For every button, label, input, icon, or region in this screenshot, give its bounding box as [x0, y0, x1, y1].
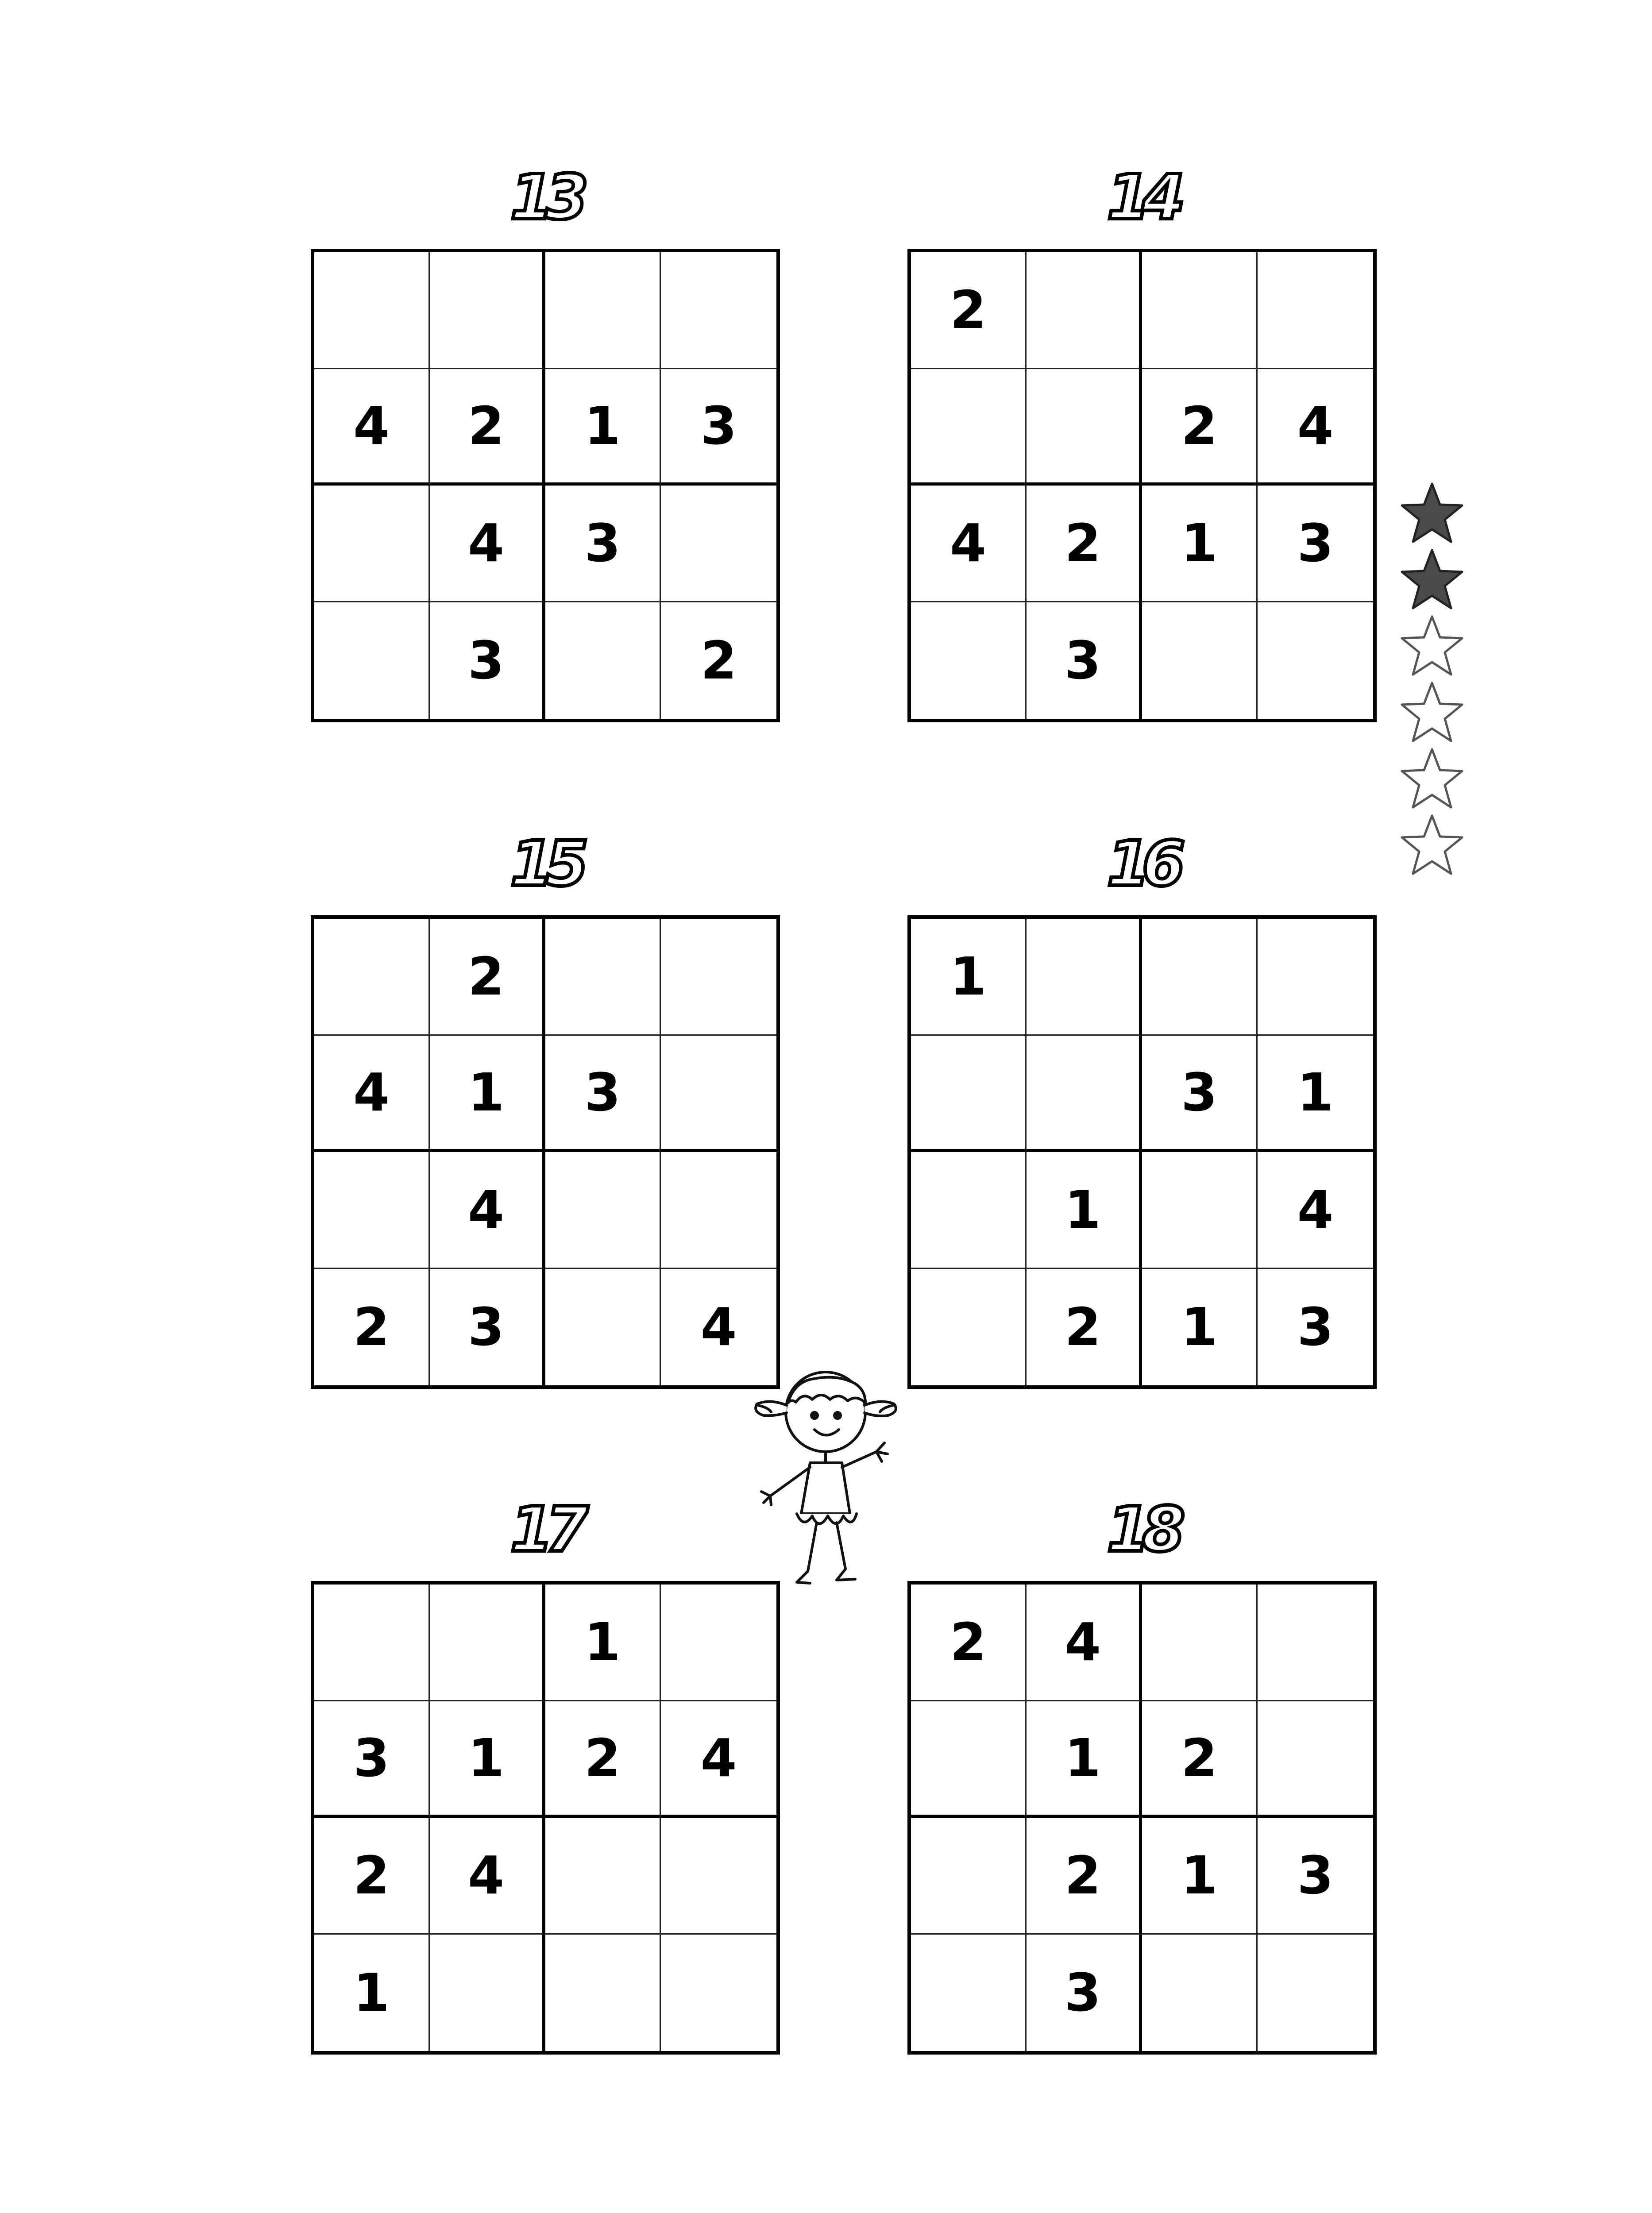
sudoku-cell	[545, 252, 661, 369]
sudoku-cell: 3	[1297, 1296, 1334, 1358]
sudoku-cell: 1	[1142, 486, 1258, 602]
sudoku-cell: 2	[911, 1585, 1027, 1701]
sudoku-cell	[1027, 1036, 1142, 1153]
sudoku-cell	[430, 252, 545, 369]
star-empty-icon	[1399, 679, 1465, 746]
sudoku-grid	[311, 1581, 780, 2055]
sudoku-cell	[430, 1585, 545, 1701]
difficulty-rating	[1399, 480, 1465, 879]
star-empty-icon	[1399, 812, 1465, 879]
sudoku-cell	[1027, 252, 1142, 369]
sudoku-cell: 3	[545, 1036, 661, 1153]
sudoku-cell: 3	[1258, 486, 1373, 602]
sudoku-cell: 2	[545, 1701, 661, 1818]
puzzle-number: 14	[1107, 162, 1177, 234]
sudoku-cell	[661, 1818, 776, 1935]
sudoku-grid	[907, 915, 1377, 1389]
sudoku-cell: 2	[911, 252, 1027, 369]
sudoku-cell: 4	[430, 486, 545, 602]
sudoku-cell	[1142, 1935, 1258, 2051]
sudoku-cell	[314, 602, 430, 719]
star-empty-icon	[1399, 746, 1465, 812]
sudoku-cell	[911, 1701, 1027, 1818]
star-filled-icon	[1399, 547, 1465, 613]
sudoku-cell: 4	[314, 1036, 430, 1153]
sudoku-cell: 4	[700, 1296, 737, 1358]
sudoku-cell: 2	[314, 1269, 430, 1386]
sudoku-cell: 1	[430, 1036, 545, 1153]
sudoku-cell: 4	[1258, 369, 1373, 486]
sudoku-cell	[1142, 252, 1258, 369]
puzzle-number: 13	[510, 162, 581, 234]
sudoku-cell	[661, 486, 776, 602]
sudoku-cell	[430, 1935, 545, 2051]
sudoku-cell	[911, 1036, 1027, 1153]
puzzle-number: 15	[510, 828, 581, 900]
sudoku-cell	[1258, 602, 1373, 719]
sudoku-cell: 2	[430, 919, 545, 1036]
sudoku-cell: 1	[545, 369, 661, 486]
sudoku-cell	[545, 1935, 661, 2051]
sudoku-cell	[545, 919, 661, 1036]
sudoku-cell	[1258, 1701, 1373, 1818]
sudoku-cell	[545, 1818, 661, 1935]
sudoku-cell	[1258, 919, 1373, 1036]
sudoku-cell: 1	[314, 1935, 430, 2051]
sudoku-cell: 1	[1027, 1152, 1142, 1269]
sudoku-cell: 2	[1027, 1269, 1142, 1386]
sudoku-cell: 2	[430, 369, 545, 486]
sudoku-cell: 3	[314, 1701, 430, 1818]
sudoku-cell	[1142, 1585, 1258, 1701]
sudoku-grid	[311, 915, 780, 1389]
sudoku-cell: 1	[1027, 1701, 1142, 1818]
sudoku-cell: 2	[1027, 1818, 1142, 1935]
sudoku-cell: 3	[1142, 1036, 1258, 1153]
sudoku-cell: 4	[661, 1701, 776, 1818]
sudoku-cell: 3	[661, 369, 776, 486]
sudoku-grid	[907, 1581, 1377, 2055]
sudoku-cell: 4	[1258, 1152, 1373, 1269]
stick-figure-girl-icon	[744, 1363, 912, 1607]
sudoku-cell	[314, 919, 430, 1036]
sudoku-cell: 2	[1142, 1701, 1258, 1818]
sudoku-cell: 3	[1027, 1935, 1142, 2051]
sudoku-cell	[1142, 602, 1258, 719]
sudoku-cell	[911, 1935, 1027, 2051]
sudoku-cell	[911, 369, 1027, 486]
puzzle-number: 18	[1107, 1494, 1177, 1566]
sudoku-cell: 1	[911, 919, 1027, 1036]
sudoku-cell: 1	[545, 1585, 661, 1701]
sudoku-cell	[545, 1152, 661, 1269]
sudoku-cell: 4	[314, 369, 430, 486]
sudoku-cell	[314, 486, 430, 602]
sudoku-cell	[911, 1269, 1027, 1386]
sudoku-cell: 1	[1142, 1269, 1258, 1386]
sudoku-cell	[1142, 919, 1258, 1036]
sudoku-cell	[661, 1935, 776, 2051]
sudoku-cell: 2	[700, 630, 737, 691]
sudoku-grid	[311, 249, 780, 722]
puzzle-number: 16	[1107, 828, 1177, 900]
sudoku-cell: 1	[1142, 1818, 1258, 1935]
sudoku-cell	[911, 602, 1027, 719]
sudoku-cell	[661, 1036, 776, 1153]
sudoku-cell	[545, 1269, 661, 1386]
puzzle-number: 17	[510, 1494, 581, 1566]
sudoku-cell: 1	[430, 1701, 545, 1818]
sudoku-cell: 2	[1027, 486, 1142, 602]
sudoku-cell	[911, 1152, 1027, 1269]
sudoku-cell: 4	[1027, 1585, 1142, 1701]
sudoku-cell: 1	[1258, 1036, 1373, 1153]
sudoku-cell: 3	[545, 486, 661, 602]
sudoku-cell	[911, 1818, 1027, 1935]
sudoku-cell	[661, 252, 776, 369]
sudoku-cell: 4	[911, 486, 1027, 602]
sudoku-cell: 4	[430, 1818, 545, 1935]
sudoku-cell	[314, 1152, 430, 1269]
sudoku-cell	[661, 1152, 776, 1269]
sudoku-cell: 3	[1258, 1818, 1373, 1935]
sudoku-cell	[661, 919, 776, 1036]
sudoku-cell	[1258, 1585, 1373, 1701]
sudoku-grid	[907, 249, 1377, 722]
sudoku-cell: 2	[314, 1818, 430, 1935]
sudoku-cell	[1258, 1935, 1373, 2051]
star-filled-icon	[1399, 480, 1465, 547]
star-empty-icon	[1399, 613, 1465, 679]
sudoku-cell: 3	[1027, 602, 1142, 719]
sudoku-cell: 3	[430, 602, 545, 719]
sudoku-cell	[545, 602, 661, 719]
sudoku-cell	[1027, 919, 1142, 1036]
sudoku-cell	[1027, 369, 1142, 486]
sudoku-cell	[314, 1585, 430, 1701]
sudoku-cell: 3	[430, 1269, 545, 1386]
sudoku-cell	[314, 252, 430, 369]
sudoku-cell	[1142, 1152, 1258, 1269]
sudoku-cell	[1258, 252, 1373, 369]
sudoku-cell: 4	[430, 1152, 545, 1269]
sudoku-cell: 2	[1142, 369, 1258, 486]
